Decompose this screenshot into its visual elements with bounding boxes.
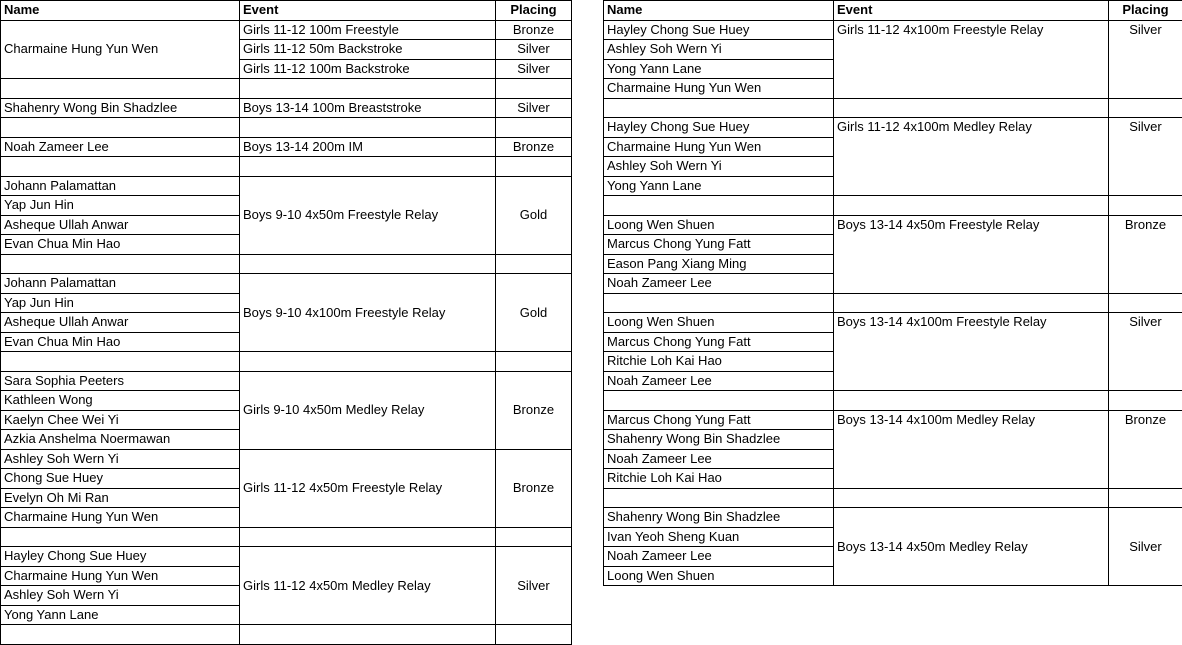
swimmer-name: Noah Zameer Lee (604, 371, 834, 391)
results-table-left (0, 0, 572, 645)
swimmer-name: Evan Chua Min Hao (1, 235, 240, 255)
swimmer-name: Marcus Chong Yung Fatt (604, 332, 834, 352)
empty-cell (834, 196, 1109, 216)
swimmer-name: Chong Sue Huey (1, 469, 240, 489)
empty-cell (240, 254, 496, 274)
swimmer-name: Ashley Soh Wern Yi (604, 157, 834, 177)
empty-cell (496, 157, 572, 177)
swimmer-name: Shahenry Wong Bin Shadzlee (604, 430, 834, 450)
table-row (1, 98, 572, 118)
spacer-row (1, 118, 572, 138)
event-name: Boys 13-14 100m Breaststroke (240, 98, 496, 118)
event-name: Girls 11-12 4x100m Medley Relay (834, 118, 1109, 196)
table-row (1, 547, 572, 567)
table-row (604, 410, 1182, 430)
swimmer-name: Evan Chua Min Hao (1, 332, 240, 352)
placing-value: Silver (1109, 508, 1182, 586)
placing-value: Silver (496, 59, 572, 79)
swimmer-name: Charmaine Hung Yun Wen (604, 79, 834, 99)
swimmer-name: Azkia Anshelma Noermawan (1, 430, 240, 450)
swimmer-name: Yap Jun Hin (1, 196, 240, 216)
event-name: Boys 13-14 200m IM (240, 137, 496, 157)
empty-cell (1, 157, 240, 177)
empty-cell (604, 98, 834, 118)
event-name: Girls 11-12 4x50m Freestyle Relay (240, 449, 496, 527)
table-row (604, 508, 1182, 528)
spacer-row (604, 98, 1182, 118)
table-row (1, 137, 572, 157)
empty-cell (1109, 488, 1182, 508)
spacer-row (1, 625, 572, 645)
swimmer-name: Ashley Soh Wern Yi (1, 449, 240, 469)
event-name: Girls 9-10 4x50m Medley Relay (240, 371, 496, 449)
results-body-left (1, 20, 572, 644)
placing-value: Bronze (1109, 410, 1182, 488)
swimmer-name: Asheque Ullah Anwar (1, 313, 240, 333)
table-row (1, 176, 572, 196)
swimmer-name: Hayley Chong Sue Huey (604, 118, 834, 138)
table-row (604, 20, 1182, 40)
spacer-row (1, 79, 572, 99)
swimmer-name: Noah Zameer Lee (604, 547, 834, 567)
placing-value: Bronze (496, 137, 572, 157)
swimmer-name: Loong Wen Shuen (604, 566, 834, 586)
header-placing: Placing (496, 1, 572, 21)
header-event: Event (834, 1, 1109, 21)
swimmer-name: Asheque Ullah Anwar (1, 215, 240, 235)
spacer-row (604, 488, 1182, 508)
spacer-row (604, 293, 1182, 313)
results-table-right (603, 0, 1182, 586)
header-row (604, 1, 1182, 21)
empty-cell (1109, 196, 1182, 216)
empty-cell (1109, 391, 1182, 411)
placing-value: Silver (496, 40, 572, 60)
empty-cell (240, 527, 496, 547)
table-row (1, 371, 572, 391)
spacer-row (1, 352, 572, 372)
swimmer-name: Ritchie Loh Kai Hao (604, 469, 834, 489)
event-name: Boys 13-14 4x50m Medley Relay (834, 508, 1109, 586)
spacer-row (604, 196, 1182, 216)
empty-cell (604, 293, 834, 313)
empty-cell (496, 352, 572, 372)
empty-cell (240, 79, 496, 99)
table-row (1, 274, 572, 294)
swimmer-name: Charmaine Hung Yun Wen (1, 508, 240, 528)
swimmer-name: Ashley Soh Wern Yi (604, 40, 834, 60)
empty-cell (834, 488, 1109, 508)
spacer-row (604, 391, 1182, 411)
event-name: Girls 11-12 4x50m Medley Relay (240, 547, 496, 625)
placing-value: Silver (1109, 20, 1182, 98)
empty-cell (1, 254, 240, 274)
swimmer-name: Ivan Yeoh Sheng Kuan (604, 527, 834, 547)
placing-value: Silver (1109, 118, 1182, 196)
spacer-row (1, 527, 572, 547)
placing-value: Bronze (496, 20, 572, 40)
swimmer-name: Noah Zameer Lee (604, 449, 834, 469)
table-row (1, 449, 572, 469)
empty-cell (1, 625, 240, 645)
event-name: Girls 11-12 100m Freestyle (240, 20, 496, 40)
swimmer-name: Loong Wen Shuen (604, 215, 834, 235)
event-name: Boys 13-14 4x100m Freestyle Relay (834, 313, 1109, 391)
swimmer-name: Kathleen Wong (1, 391, 240, 411)
empty-cell (834, 293, 1109, 313)
swimmer-name: Noah Zameer Lee (1, 137, 240, 157)
swimmer-name: Shahenry Wong Bin Shadzlee (604, 508, 834, 528)
empty-cell (1109, 293, 1182, 313)
swimmer-name: Sara Sophia Peeters (1, 371, 240, 391)
empty-cell (240, 352, 496, 372)
swimmer-name: Yap Jun Hin (1, 293, 240, 313)
results-body-right (604, 20, 1182, 586)
placing-value: Gold (496, 274, 572, 352)
swimmer-name: Hayley Chong Sue Huey (1, 547, 240, 567)
empty-cell (496, 79, 572, 99)
swimmer-name: Yong Yann Lane (604, 176, 834, 196)
swimmer-name: Johann Palamattan (1, 176, 240, 196)
swimmer-name: Shahenry Wong Bin Shadzlee (1, 98, 240, 118)
swimmer-name: Marcus Chong Yung Fatt (604, 410, 834, 430)
placing-value: Bronze (496, 449, 572, 527)
event-name: Girls 11-12 4x100m Freestyle Relay (834, 20, 1109, 98)
swimmer-name: Marcus Chong Yung Fatt (604, 235, 834, 255)
empty-cell (1, 79, 240, 99)
swimmer-name: Charmaine Hung Yun Wen (604, 137, 834, 157)
empty-cell (240, 118, 496, 138)
empty-cell (240, 625, 496, 645)
empty-cell (496, 118, 572, 138)
placing-value: Silver (1109, 313, 1182, 391)
swimmer-name: Johann Palamattan (1, 274, 240, 294)
placing-value: Gold (496, 176, 572, 254)
placing-value: Bronze (496, 371, 572, 449)
empty-cell (1109, 98, 1182, 118)
empty-cell (834, 391, 1109, 411)
empty-cell (496, 625, 572, 645)
header-name: Name (1, 1, 240, 21)
swimmer-name: Kaelyn Chee Wei Yi (1, 410, 240, 430)
placing-value: Silver (496, 98, 572, 118)
swimmer-name: Charmaine Hung Yun Wen (1, 566, 240, 586)
empty-cell (1, 118, 240, 138)
table-row (604, 313, 1182, 333)
empty-cell (1, 352, 240, 372)
swimmer-name: Ritchie Loh Kai Hao (604, 352, 834, 372)
empty-cell (1, 527, 240, 547)
swimmer-name: Loong Wen Shuen (604, 313, 834, 333)
empty-cell (604, 488, 834, 508)
empty-cell (604, 391, 834, 411)
header-name: Name (604, 1, 834, 21)
swimmer-name: Hayley Chong Sue Huey (604, 20, 834, 40)
spacer-row (1, 254, 572, 274)
swimmer-name: Evelyn Oh Mi Ran (1, 488, 240, 508)
empty-cell (496, 527, 572, 547)
event-name: Girls 11-12 100m Backstroke (240, 59, 496, 79)
empty-cell (240, 157, 496, 177)
table-row (604, 118, 1182, 138)
empty-cell (604, 196, 834, 216)
empty-cell (834, 98, 1109, 118)
swimmer-name: Eason Pang Xiang Ming (604, 254, 834, 274)
swimmer-name: Yong Yann Lane (1, 605, 240, 625)
table-row (604, 215, 1182, 235)
event-name: Girls 11-12 50m Backstroke (240, 40, 496, 60)
empty-cell (496, 254, 572, 274)
header-row (1, 1, 572, 21)
spacer-row (1, 157, 572, 177)
event-name: Boys 9-10 4x50m Freestyle Relay (240, 176, 496, 254)
swimmer-name: Ashley Soh Wern Yi (1, 586, 240, 606)
event-name: Boys 13-14 4x100m Medley Relay (834, 410, 1109, 488)
placing-value: Silver (496, 547, 572, 625)
table-row (1, 20, 572, 40)
swimmer-name: Yong Yann Lane (604, 59, 834, 79)
header-event: Event (240, 1, 496, 21)
placing-value: Bronze (1109, 215, 1182, 293)
event-name: Boys 13-14 4x50m Freestyle Relay (834, 215, 1109, 293)
event-name: Boys 9-10 4x100m Freestyle Relay (240, 274, 496, 352)
swimmer-name: Charmaine Hung Yun Wen (1, 20, 240, 79)
header-placing: Placing (1109, 1, 1182, 21)
swimmer-name: Noah Zameer Lee (604, 274, 834, 294)
